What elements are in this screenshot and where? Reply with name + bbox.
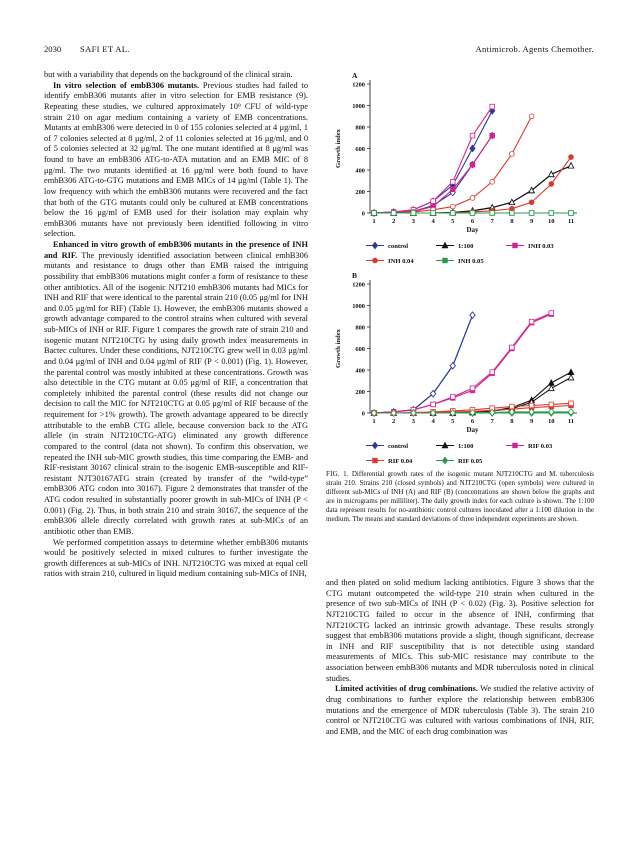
- paragraph: [44, 70, 308, 81]
- data-point: [529, 211, 534, 216]
- y-tick-label: 200: [355, 188, 365, 196]
- data-point: [391, 211, 396, 216]
- x-tick-label: 7: [490, 218, 494, 225]
- data-point: [490, 133, 495, 138]
- data-point: [510, 345, 515, 350]
- data-point: [569, 401, 574, 406]
- paragraph-text: and then plated on solid medium lacking antibiotics. Figure 3 shows that the CTG mutant outcompeted the wild-type 210 strain when cultured in the presence of two sub-MICs of INH (P < 0.02) (Fig. 3). Positive selection for NJT210CTG failed to occur in the absence of INH, confirming that NJT210CTG lacked an intrinsic growth advantage. These results strongly suggest that embB306 mutations provide a slight, though significant, decrease in INH and RIF susceptibility that is not detectible using standard measurements of MICs. This sub-MIC resistance may contribute to the association between embB306 mutants and MDR tuberculosis noted in clinical studies.: [326, 578, 594, 683]
- series-line: [374, 166, 571, 213]
- paragraph-text: The previously identified association between clinical embB306 mutants and resistance to drugs other than EMB raised the intriguing possibility that embB306 mutations might confer a form of resistance to these other antibiotics. All of the isogenic NJT210 embB306 mutants had MICs for INH and RIF that were identical to the parental strain 210 (0.05 μg/ml for INH and 0.05 μg/ml for RIF) (Table 1). However, the embB306 mutants showed a growth advantage compared to the control strains when cultured with several sub-MICs of INH or RIF. Figure 1 compares the growth rate of strain 210 and isogenic mutant NJT210CTG by using daily growth index measurements in Bactec cultures. Under these conditions, NJT210CTG grew well in 0.03 μg/ml and 0.04 μg/ml of INH and 0.04 μg/ml of RIF (P < 0.001) (Fig. 1). However, the parental control was mostly inhibited at these concentrations. Growth was also detectible in the CTG mutant at 0.05 μg/ml of RIF, a concentration that completely inhibited the parental control (these results did not change our decision to call the MIC for NJT210CTG at 0.05 μg/ml of RIF because of the requirement for >1% growth). The growth advantage appeared to be directly attributable to the embB CTG allele, because conversion back to the ATG allele (in strain NJT210CTG-ATG) eliminated any growth difference compared to the control (data not shown). To confirm this observation, we repeated the INH sub-MIC growth studies, this time comparing the EMB- and RIF-resistant 30167 clinical strain to the isogenic EMB-susceptible and RIF-resistant NJT30167ATG strain (created by transfer of the “wild-type” embB306 ATG codon into 30167). Figure 2 demonstrates that transfer of the ATG codon resulted in substantially poorer growth in sub-MICs of INH (P < 0.001) (Fig. 2). Thus, in both strain 210 and strain 30167, the sequence of the embB306 allele directly correlated with growth rates at sub-MICs of an antibiotic other than EMB.: [44, 250, 308, 536]
- series-line: [374, 166, 571, 213]
- y-tick-label: 1000: [352, 302, 365, 310]
- x-tick-label: 10: [548, 218, 555, 225]
- y-tick-label: 200: [355, 388, 365, 396]
- x-tick-label: 4: [431, 418, 435, 425]
- data-point: [529, 319, 534, 324]
- x-tick-label: 5: [451, 218, 455, 225]
- series-line: [374, 116, 532, 213]
- legend-label: INH 0.05: [458, 258, 484, 265]
- paragraph-text: Previous studies had failed to identify embB306 mutants after in vitro selection for EMB resistance (9). Repeating these studies, we cultured approximately 10⁹ CFU of wild-type strain 210 on agar medium containing a variety of EMB concentrations. Mutants at embB306 were detected in 0 of 155 colonies selected at 4 μg/ml, 1 of 7 colonies selected at 8 μg/ml, 2 of 11 colonies selected at 16 μg/ml, and 0 of 5 colonies selected at 32 μg/ml. The one mutant identified at 8 μg/ml was found to have an embB306 ATG-to-ATA mutation and an EMB MIC of 8 μg/ml. The two mutants identified at 16 μg/ml were both found to have embB306 ATG-to-GTG mutations and EMB MICs of 14 μg/ml (Table 1). The low frequency with which the embB306 mutants were recovered and the fact that both of the GTG mutants could only be cultured at EMB concentrations below the 16 μg/ml of EMB used for their isolation may explain why embB306 mutants have not previously been identified following in vitro selection.: [44, 80, 309, 239]
- legend-marker: [442, 457, 447, 463]
- data-point: [451, 180, 456, 185]
- y-tick-label: 1200: [352, 281, 365, 289]
- data-point: [450, 204, 455, 209]
- legend-marker: [372, 442, 377, 448]
- data-point: [529, 114, 534, 119]
- y-axis-title: Growth index: [335, 329, 342, 368]
- x-tick-label: 3: [411, 218, 416, 225]
- data-point: [451, 211, 456, 216]
- left-column: [44, 70, 308, 580]
- data-point: [470, 211, 475, 216]
- x-tick-label: 11: [567, 218, 575, 225]
- data-point: [431, 402, 436, 407]
- running-authors: SAFI ET AL.: [80, 44, 130, 54]
- figure-1-graphs: [326, 70, 594, 470]
- data-point: [569, 211, 574, 216]
- data-point: [549, 311, 554, 316]
- data-point: [569, 155, 574, 160]
- x-tick-label: 10: [548, 418, 555, 425]
- data-point: [490, 211, 495, 216]
- panel-label: A: [352, 71, 358, 80]
- paragraph: [44, 538, 308, 581]
- y-axis-title: Growth index: [335, 129, 342, 168]
- legend-marker: [513, 443, 518, 448]
- paragraph: [326, 684, 594, 737]
- legend-label: 1:100: [458, 243, 474, 250]
- data-point: [431, 199, 436, 204]
- paragraph-text: We studied the relative activity of drug combinations to further explore the relationship between embB306 mutations and the emergence of MDR tuberculosis (Table 3). The strain 210 control or NJT210CTG was cultured with various combinations of INH, RIF, and EMB, and the MIC of each drug combination was: [326, 684, 594, 736]
- legend-label: RIF 0.05: [458, 458, 483, 465]
- data-point: [549, 211, 554, 216]
- x-tick-label: 6: [470, 218, 475, 225]
- legend-label: INH 0.03: [528, 243, 554, 250]
- data-point: [490, 370, 495, 375]
- data-point: [549, 385, 555, 390]
- data-point: [510, 211, 515, 216]
- paragraph: [326, 578, 594, 684]
- data-point: [529, 403, 534, 408]
- page-number: 2030: [44, 44, 62, 54]
- legend-label: 1:100: [458, 443, 474, 450]
- legend-label: control: [388, 443, 409, 450]
- y-tick-label: 400: [355, 167, 365, 175]
- data-point: [470, 196, 475, 201]
- x-tick-label: 1: [372, 418, 376, 425]
- x-tick-label: 4: [431, 218, 435, 225]
- x-axis-title: Day: [466, 426, 479, 434]
- legend-label: INH 0.04: [388, 258, 414, 265]
- panel-label: B: [352, 271, 358, 280]
- paragraph-text: but with a variability that depends on the background of the clinical strain.: [44, 70, 293, 79]
- paragraph-text: We performed competition assays to determine whether embB306 mutants would be positively selected in mixed cultures to further investigate the growth differences at sub-MICs of INH. NJT210CTG was mixed at equal cell ratios with strain 210, cultured in liquid medium containing sub-MICs of INH,: [44, 537, 308, 579]
- y-tick-label: 400: [355, 367, 365, 375]
- legend-marker: [443, 258, 448, 263]
- data-point: [470, 386, 475, 391]
- data-point: [549, 402, 554, 407]
- legend-marker: [372, 242, 377, 248]
- data-point: [549, 182, 554, 187]
- y-tick-label: 800: [355, 124, 365, 132]
- y-tick-label: 0: [361, 210, 365, 218]
- data-point: [529, 200, 534, 205]
- data-point: [451, 187, 456, 192]
- y-tick-label: 1200: [352, 81, 365, 89]
- legend-marker: [513, 243, 518, 248]
- x-tick-label: 9: [529, 218, 534, 225]
- y-tick-label: 1000: [352, 102, 365, 110]
- legend-marker: [373, 258, 378, 263]
- caption-label: FIG. 1.: [326, 470, 349, 478]
- data-point: [490, 104, 495, 109]
- data-point: [568, 375, 574, 380]
- section-heading: Enhanced in vitro growth of embB306 mutants in the presence of INH and RIF.: [44, 240, 308, 260]
- figure-1: [326, 70, 594, 470]
- y-tick-label: 600: [355, 145, 365, 153]
- series-line: [374, 315, 473, 413]
- x-tick-label: 8: [510, 218, 514, 225]
- paragraph: [44, 81, 308, 240]
- legend-marker: [373, 458, 378, 463]
- right-column-text: [326, 578, 594, 737]
- x-tick-label: 11: [567, 418, 575, 425]
- y-tick-label: 0: [361, 410, 365, 418]
- legend-label: RIF 0.04: [388, 458, 413, 465]
- journal-name: Antimicrob. Agents Chemother.: [475, 44, 594, 54]
- data-point: [470, 162, 475, 167]
- data-point: [509, 199, 515, 204]
- x-tick-label: 7: [490, 418, 494, 425]
- series-line: [374, 314, 551, 413]
- figure-caption: [326, 470, 594, 524]
- y-tick-label: 600: [355, 345, 365, 353]
- data-point: [411, 211, 416, 216]
- x-tick-label: 5: [451, 418, 455, 425]
- series-line: [374, 315, 473, 413]
- series-line: [374, 313, 551, 413]
- x-tick-label: 1: [372, 218, 376, 225]
- section-heading: In vitro selection of embB306 mutants.: [53, 80, 200, 90]
- x-tick-label: 3: [411, 418, 416, 425]
- legend-label: control: [388, 243, 409, 250]
- x-axis-title: Day: [466, 226, 479, 234]
- legend-label: RIF 0.03: [528, 443, 553, 450]
- y-tick-label: 800: [355, 324, 365, 332]
- data-point: [470, 312, 475, 318]
- paragraph: [44, 240, 308, 538]
- caption-text: Differential growth rates of the isogenic mutant NJT210CTG and M. tuberculosis strain 210. Strains 210 (closed symbols) and NJT210CTG (open symbols) were cultured in different sub-MICs of INH (A) and RIF (B) (concentrations are shown below the graphs and are in micrograms per milliliter). The daily growth index for each culture is shown. The 1:100 data represent results for no-antibiotic control cultures inoculated after a 1:100 dilution in the medium. The means and standard deviations of three independent experiments are shown.: [326, 470, 594, 523]
- x-tick-label: 9: [529, 418, 534, 425]
- data-point: [431, 211, 436, 216]
- data-point: [510, 151, 515, 156]
- data-point: [470, 133, 475, 138]
- x-tick-label: 2: [392, 418, 396, 425]
- data-point: [490, 179, 495, 184]
- data-point: [372, 211, 377, 216]
- x-tick-label: 6: [470, 418, 475, 425]
- page-header: [44, 44, 594, 58]
- section-heading: Limited activities of drug combinations.: [335, 684, 479, 694]
- data-point: [451, 395, 456, 400]
- x-tick-label: 8: [510, 418, 514, 425]
- data-point: [568, 163, 574, 168]
- x-tick-label: 2: [392, 218, 396, 225]
